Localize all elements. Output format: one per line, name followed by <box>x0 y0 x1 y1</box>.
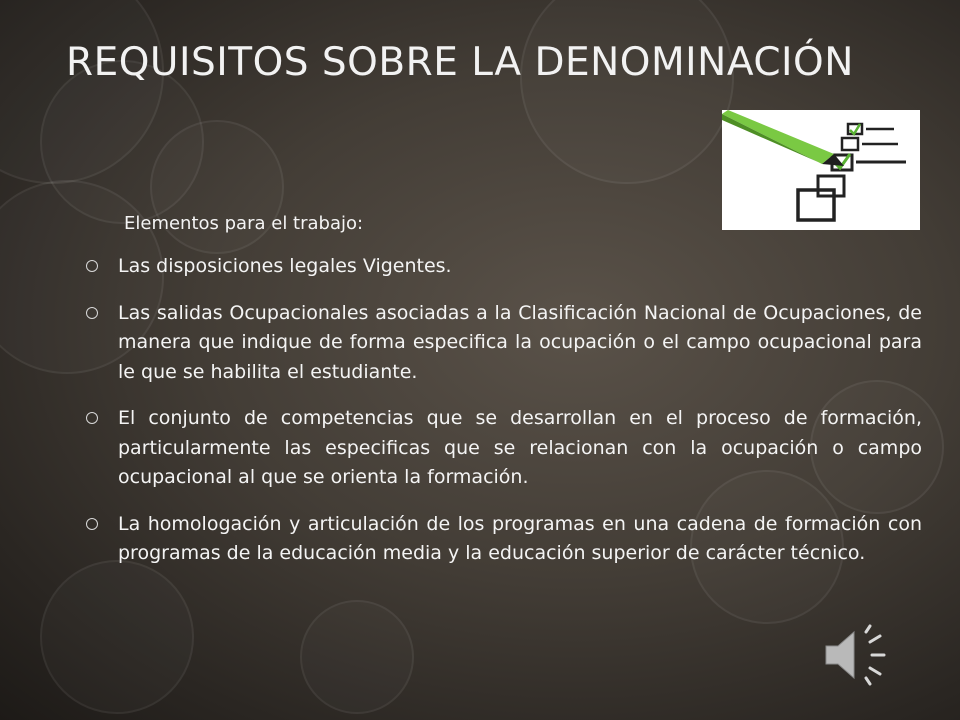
list-item <box>82 299 922 388</box>
list-item <box>82 404 922 493</box>
bullet-circle-icon <box>86 260 98 272</box>
checklist-pen-icon <box>722 110 920 230</box>
list-item <box>82 252 922 282</box>
slide-title: REQUISITOS SOBRE LA DENOMINACIÓN <box>66 40 854 85</box>
bullet-text: Las disposiciones legales Vigentes. <box>118 255 452 277</box>
section-subtitle: Elementos para el trabajo: <box>124 213 364 234</box>
bullet-list <box>82 252 922 586</box>
bullet-circle-icon <box>86 307 98 319</box>
speaker-icon[interactable] <box>820 622 888 688</box>
bullet-text: La homologación y articulación de los programas en una cadena de formación con programas de la educación media y la educación superior de carácter técnico. <box>118 512 922 564</box>
list-item <box>82 510 922 569</box>
bullet-text: Las salidas Ocupacionales asociadas a la Clasificación Nacional de Ocupaciones, de manera que indique de forma especifica la ocupación o el campo ocupacional para le que se habilita el estudiante. <box>118 301 922 383</box>
bullet-text: El conjunto de competencias que se desarrollan en el proceso de formación, particularmente las especificas que se relacionan con la ocupación o campo ocupacional al que se orienta la formación. <box>118 407 922 488</box>
bullet-circle-icon <box>86 412 98 424</box>
bullet-circle-icon <box>86 518 98 530</box>
